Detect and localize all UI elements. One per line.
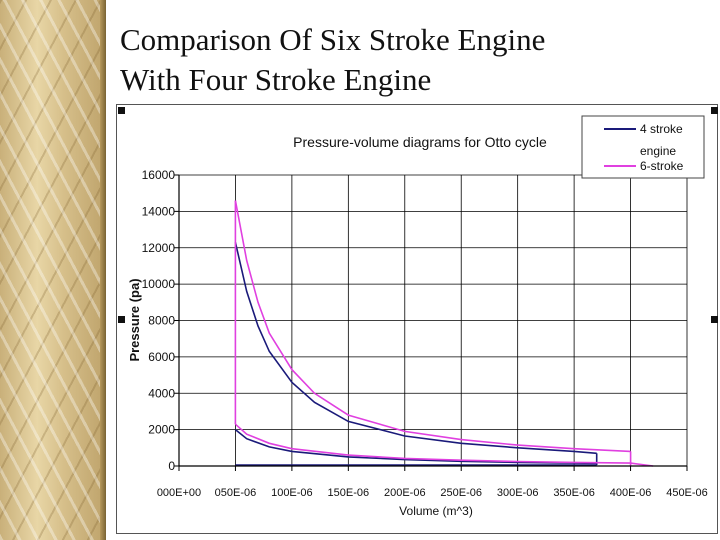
y-axis-label: Pressure (pa) xyxy=(127,278,142,362)
legend-label-4stroke-line1: 4 stroke xyxy=(640,122,683,136)
legend-label-4stroke-line2: engine xyxy=(640,144,677,158)
x-tick-label: 450E-06 xyxy=(666,487,708,499)
grid-lines xyxy=(179,175,687,466)
x-tick-label: 300E-06 xyxy=(496,487,539,499)
series-line-6stroke xyxy=(235,201,630,452)
y-tick-label: 2000 xyxy=(148,422,175,437)
x-axis-label: Volume (m^3) xyxy=(399,504,473,518)
x-tick-label: 000E+00 xyxy=(156,487,202,499)
y-tick-label: 4000 xyxy=(148,386,175,401)
x-tick-label: 250E-06 xyxy=(440,487,483,499)
axes xyxy=(142,168,708,499)
chart-title: Pressure-volume diagrams for Otto cycle xyxy=(293,134,547,150)
y-tick-label: 12000 xyxy=(141,240,175,255)
y-tick-label: 8000 xyxy=(148,313,175,328)
y-tick-label: 6000 xyxy=(148,349,175,364)
x-tick-label: 150E-06 xyxy=(327,487,370,499)
y-tick-label: 14000 xyxy=(141,204,175,219)
series-line-6stroke xyxy=(235,424,653,466)
x-tick-label: 350E-06 xyxy=(553,487,595,499)
x-tick-label: 200E-06 xyxy=(383,487,426,499)
slide-title-line-2: With Four Stroke Engine xyxy=(120,62,432,97)
y-tick-label: 10000 xyxy=(141,277,175,292)
series-line-4stroke xyxy=(235,242,596,453)
x-tick-label: 400E-06 xyxy=(609,487,652,499)
legend xyxy=(582,116,704,178)
x-tick-label: 100E-06 xyxy=(271,487,313,499)
slide-title-line-1: Comparison Of Six Stroke Engine xyxy=(120,22,546,57)
x-tick-label: 050E-06 xyxy=(214,487,257,499)
y-tick-label: 0 xyxy=(168,459,175,473)
legend-label-6stroke: 6-stroke xyxy=(640,159,684,173)
series-lines xyxy=(235,201,653,467)
y-tick-label: 16000 xyxy=(141,168,175,182)
